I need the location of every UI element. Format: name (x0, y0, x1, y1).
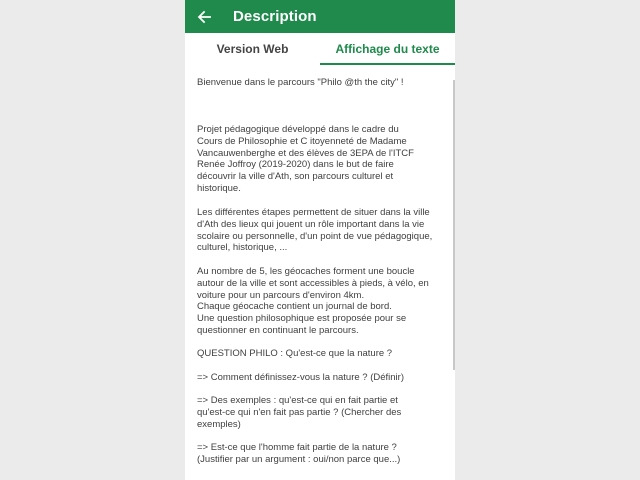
app-screen (185, 0, 455, 480)
paragraph-question: QUESTION PHILO : Qu'est-ce que la nature ? (197, 348, 393, 359)
page-title: Description (233, 8, 317, 25)
description-text[interactable] (197, 75, 445, 480)
back-button[interactable] (186, 0, 222, 33)
paragraph-define: => Comment définissez-vous la nature ? (Définir) (197, 372, 404, 383)
paragraph-welcome: Bienvenue dans le parcours "Philo @th the city" ! (197, 77, 404, 88)
arrow-back-icon (197, 10, 211, 24)
paragraph-geocaches: Au nombre de 5, les géocaches forment une boucle autour de la ville et sont accessibles à pieds, à vélo, en voiture pour un parcours d'environ 4km. Chaque géocache contient un journal de bord. Une question philosophique est proposée pour se questionner en continuant le parcours. (197, 266, 429, 336)
paragraph-human: => Est-ce que l'homme fait partie de la nature ? (Justifier par un argument : oui/non parce que...) (197, 442, 401, 465)
paragraph-examples: => Des exemples : qu'est-ce qui en fait partie et qu'est-ce qui n'en fait pas partie ? (Chercher des exemples) (197, 395, 402, 430)
scrollbar[interactable] (453, 80, 455, 370)
paragraph-project: Projet pédagogique développé dans le cadre du Cours de Philosophie et C itoyenneté de Madame Vancauwenberghe et des élèves de 3EPA de l'ITCF Renée Joffroy (2019-2020) dans le but de faire découvrir la ville d'Ath, son parcours culturel et historique. (197, 124, 414, 194)
paragraph-stages: Les différentes étapes permettent de situer dans la ville d'Ath des lieux qui jouent un rôle important dans la vie scolaire ou personnelle, d'un point de vue pédagogique, culturel, historique, ... (197, 207, 433, 254)
app-bar (185, 0, 455, 33)
tab-bar (185, 33, 455, 65)
tab-version-web[interactable]: Version Web (216, 42, 289, 56)
tab-affichage-du-texte[interactable]: Affichage du texte (320, 33, 455, 65)
